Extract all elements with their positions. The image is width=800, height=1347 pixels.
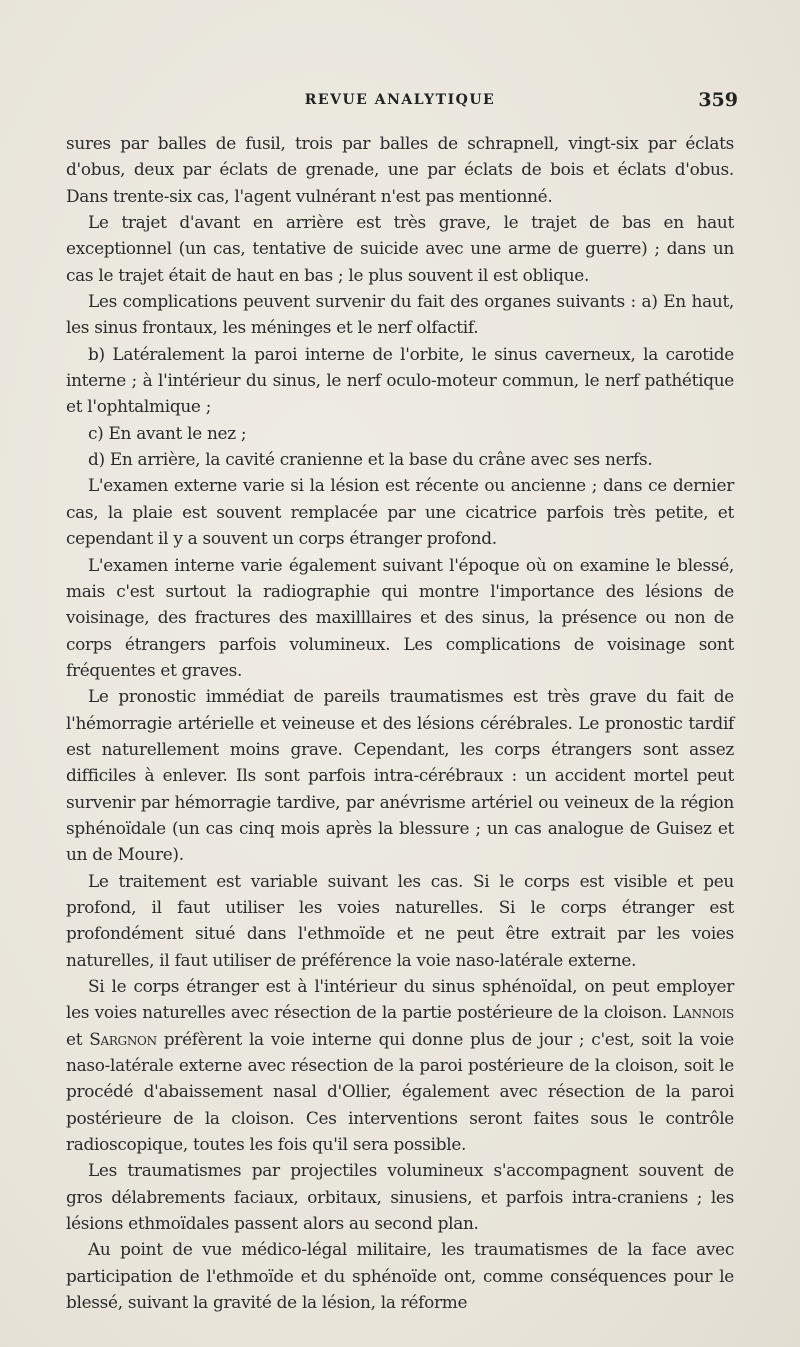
paragraph-1: sures par balles de fusil, trois par balles de schrapnell, vingt-six par éclats d'obus, deux par éclats de grenade, une par éclats de bois et éclats d'obus. Dans trente-six cas, l'agent vulnérant n'est pas mentionné. bbox=[66, 133, 734, 206]
paragraph-11 bbox=[66, 973, 734, 1157]
body-text bbox=[66, 130, 734, 1315]
paragraph-12: Les traumatismes par projectiles volumineux s'accompagnent souvent de gros délabrements faciaux, orbitaux, sinusiens, et parfois intra-craniens ; les lésions ethmoïdales passent alors au second plan. bbox=[66, 1160, 734, 1234]
author-name-sargnon: Sargnon bbox=[89, 1028, 157, 1049]
paragraph-7: L'examen externe varie si la lésion est récente ou ancienne ; dans ce dernier cas, la plaie est souvent remplacée par une cicatrice parfois très petite, et cependant il y a souvent un corps étranger profond. bbox=[66, 475, 734, 549]
paragraph-2: Le trajet d'avant en arrière est très grave, le trajet de bas en haut exceptionnel (un cas, tentative de suicide avec une arme de guerre) ; dans un cas le trajet était de haut en bas ; le plus souvent il est oblique. bbox=[66, 212, 734, 285]
paragraph-4: b) Latéralement la paroi interne de l'orbite, le sinus caverneux, la carotide interne ; à l'intérieur du sinus, le nerf oculo-moteur commun, le nerf pathétique et l'ophtalmique ; bbox=[66, 343, 734, 417]
paragraph-13: Au point de vue médico-légal militaire, les traumatismes de la face avec participation de l'ethmoïde et du sphénoïde ont, comme conséquences pour le blessé, suivant la gravité de la lésion, la réforme bbox=[66, 1239, 734, 1313]
paragraph-11-part-a: Si le corps étranger est à l'intérieur du sinus sphénoïdal, on peut employer les voies naturelles avec résection de la partie postérieure de la cloison. bbox=[66, 976, 734, 1023]
paragraph-9: Le pronostic immédiat de pareils traumatismes est très grave du fait de l'hémorragie artérielle et veineuse et des lésions cérébrales. Le pronostic tardif est naturellement moins grave. Cependant, les corps étrangers sont assez difficiles à enlever. Ils sont parfois intra-cérébraux : un accident mortel peut survenir par hémorragie tardive, par anévrisme artériel ou veineux de la région sphénoïdale (un cas cinq mois après la blessure ; un cas analogue de Guisez et un de Moure). bbox=[66, 686, 734, 865]
paragraph-3: Les complications peuvent survenir du fait des organes suivants : a) En haut, les sinus frontaux, les méninges et le nerf olfactif. bbox=[66, 291, 734, 338]
paragraph-10: Le traitement est variable suivant les cas. Si le corps est visible et peu profond, il faut utiliser les voies naturelles. Si le corps étranger est profondément situé dans l'ethmoïde et ne peut être extrait par les voies naturelles, il faut utiliser de préférence la voie naso-latérale externe. bbox=[66, 870, 734, 970]
paragraph-6: d) En arrière, la cavité cranienne et la base du crâne avec ses nerfs. bbox=[88, 449, 653, 470]
page-header bbox=[0, 89, 800, 116]
paragraph-11-part-c: préfèrent la voie interne qui donne plus de jour ; c'est, soit la voie naso-latérale externe avec résection de la paroi postérieure de la cloison, soit le procédé d'abaissement nasal d'Ollier, également avec résection de la paroi postérieure de la cloison. Ces interventions seront faites sous le contrôle radioscopique, toutes les fois qu'il sera possible. bbox=[66, 1028, 735, 1155]
paragraph-5: c) En avant le nez ; bbox=[88, 422, 247, 443]
author-name-lannois: Lannois bbox=[672, 1002, 734, 1023]
paragraph-8: L'examen interne varie également suivant l'époque où on examine le blessé, mais c'est surtout la radiographie qui montre l'importance des lésions de voisinage, des fractures des maxilllaires et des sinus, la présence ou non de corps étrangers parfois volumineux. Les complications de voisinage sont fréquentes et graves. bbox=[66, 554, 734, 680]
paragraph-11-part-b: et bbox=[66, 1028, 83, 1049]
page-number: 359 bbox=[698, 89, 738, 111]
running-head: REVUE ANALYTIQUE bbox=[304, 92, 496, 108]
